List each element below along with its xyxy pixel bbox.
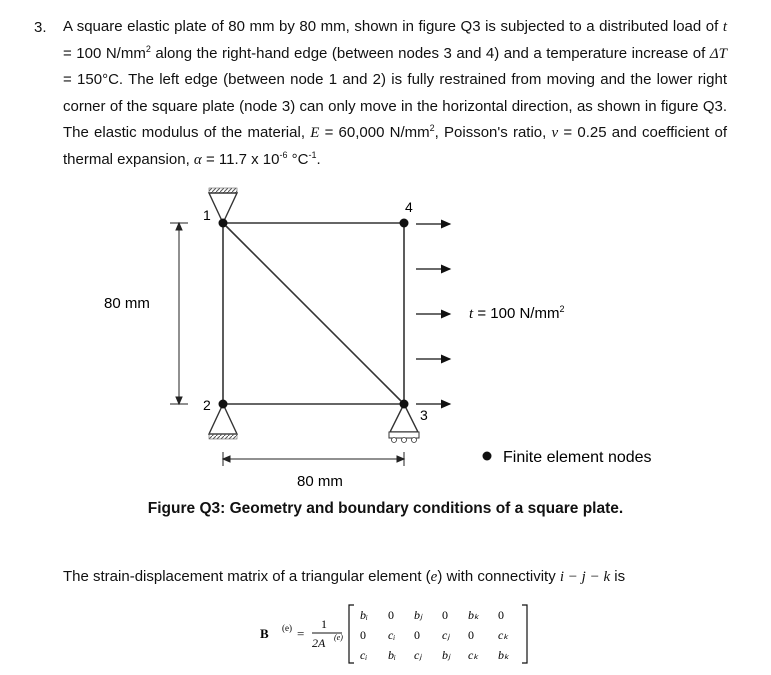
distributed-load-arrows	[416, 224, 450, 404]
matrix-cell: bⱼ	[414, 608, 423, 622]
question-number: 3.	[34, 19, 47, 36]
node-label-4: 4	[405, 199, 413, 215]
matrix-symbol: B	[260, 626, 269, 641]
equals-sign: =	[297, 626, 305, 641]
vertical-dimension	[170, 223, 188, 404]
pin-support-node-1	[209, 188, 237, 223]
node-label-1: 1	[203, 207, 211, 223]
matrix-cell: cⱼ	[442, 628, 450, 642]
matrix-cell: 0	[414, 628, 420, 642]
matrix-cell: cᵢ	[388, 628, 396, 642]
matrix-cell: bᵢ	[360, 608, 368, 622]
node-3	[400, 400, 409, 409]
matrix-cell: cₖ	[468, 648, 479, 662]
matrix-cell: bⱼ	[442, 648, 451, 662]
node-label-3: 3	[420, 407, 428, 423]
figure-caption: Figure Q3: Geometry and boundary conditions of a square plate.	[147, 500, 624, 517]
left-bracket	[349, 605, 354, 663]
legend-node-marker	[483, 452, 492, 461]
matrix-cell: 0	[388, 608, 394, 622]
roller-support-node-3	[389, 404, 419, 443]
matrix-cell: cₖ	[498, 628, 509, 642]
matrix-cell: 0	[468, 628, 474, 642]
fraction-numerator: 1	[321, 617, 327, 631]
fraction-denominator: 2A	[312, 636, 326, 650]
matrix-cell: bᵢ	[388, 648, 396, 662]
strain-displacement-matrix	[258, 601, 528, 667]
load-label: t = 100 $N/mm^2$	[469, 304, 565, 322]
node-label-2: 2	[203, 397, 211, 413]
plate-mesh	[223, 223, 404, 404]
denominator-superscript: (e)	[334, 633, 343, 642]
node-4	[400, 219, 409, 228]
legend-label: Finite element nodes	[503, 449, 652, 466]
matrix-cell: cᵢ	[360, 648, 368, 662]
matrix-intro-text: The strain-displacement matrix of a triangular element (e) with connectivity i − j − k is	[63, 568, 626, 585]
matrix-cell: cⱼ	[414, 648, 422, 662]
question-text: A square elastic plate of 80 mm by 80 mm, shown in figure Q3 is subjected to a distributed load of t = 100 $N/mm^2$ along the right-hand edge (between nodes 3 and 4) and a temperature increase of ΔT = 150°C. The left edge (between node 1 and 2) is fully restrained from moving and the lower right corner of the square plate (node 3) can only move in the horizontal direction, as shown in figure Q3. The elastic modulus of the material, E = 60,000 $N/mm^2$, Poisson's ratio, ν = 0.25 and coefficient of thermal expansion, α = 11.7 x $10^{-6}$ $^\circ C^{-1}$.	[63, 18, 728, 168]
matrix-cell: bₖ	[468, 608, 480, 622]
pin-support-node-2	[209, 404, 237, 439]
width-dimension-label: 80 mm	[297, 473, 343, 490]
height-dimension-label: 80 mm	[104, 295, 150, 312]
node-2	[219, 400, 228, 409]
matrix-cell: 0	[442, 608, 448, 622]
matrix-superscript: (e)	[282, 623, 292, 633]
node-1	[219, 219, 228, 228]
matrix-cell: bₖ	[498, 648, 510, 662]
right-bracket	[522, 605, 527, 663]
matrix-cell: 0	[360, 628, 366, 642]
horizontal-dimension	[223, 452, 404, 466]
matrix-cell: 0	[498, 608, 504, 622]
diagonal-edge	[223, 223, 404, 404]
